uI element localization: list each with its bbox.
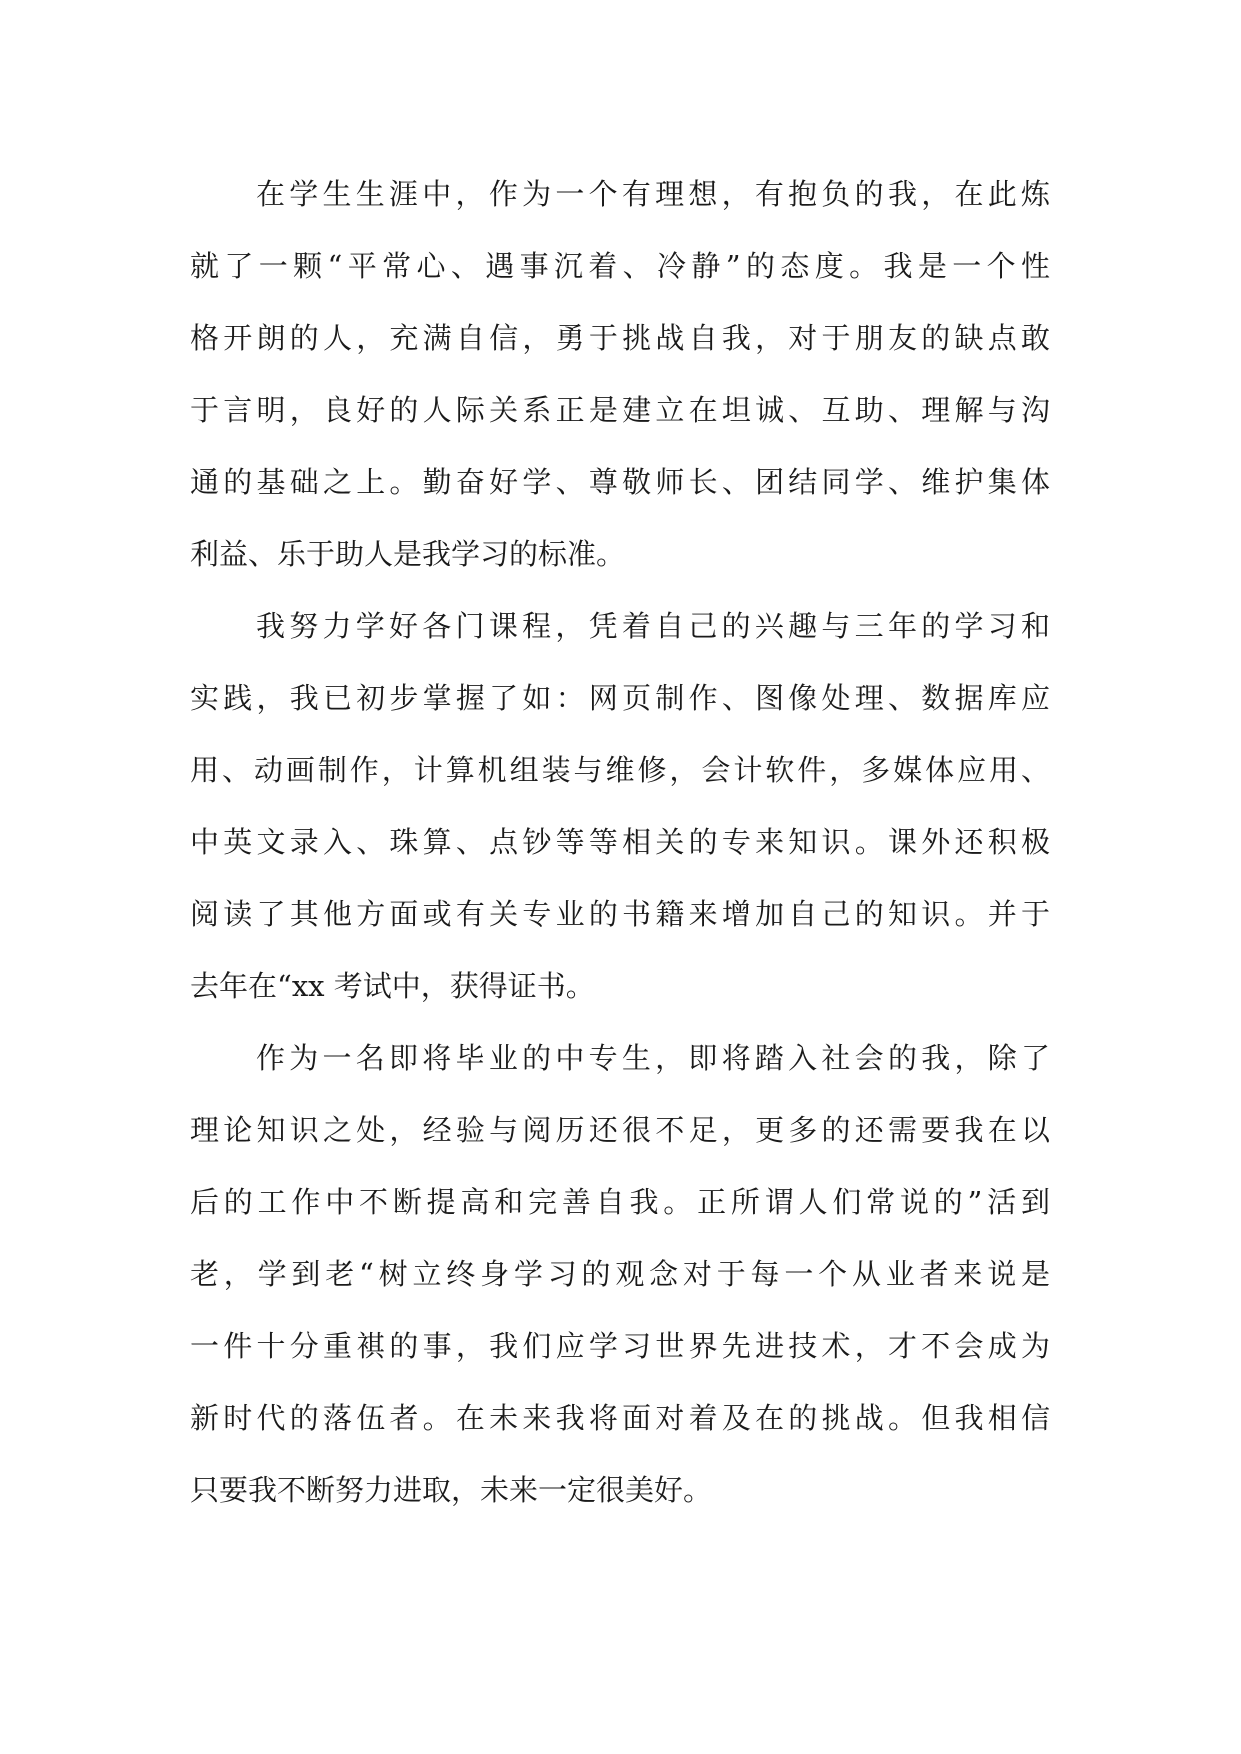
- paragraph-line: 格开朗的人，充满自信，勇于挑战自我，对于朋友的缺点敢: [190, 321, 1050, 355]
- paragraph-line: 阅读了其他方面或有关专业的书籍来增加自己的知识。并于: [190, 897, 1050, 931]
- paragraph-line: 理论知识之处，经验与阅历还很不足，更多的还需要我在以: [190, 1113, 1050, 1147]
- paragraph-line: 中英文录入、珠算、点钞等等相关的专来知识。课外还积极: [190, 825, 1050, 859]
- paragraph-line: 于言明，良好的人际关系正是建立在坦诚、互助、理解与沟: [190, 393, 1050, 427]
- paragraph-line: 通的基础之上。勤奋好学、尊敬师长、团结同学、维护集体: [190, 465, 1050, 499]
- paragraph-3: [190, 1022, 1050, 1526]
- paragraph-line: 作为一名即将毕业的中专生，即将踏入社会的我，除了: [256, 1041, 1050, 1075]
- paragraph-line: 用、动画制作，计算机组装与维修，会计软件，多媒体应用、: [190, 753, 1050, 787]
- document-body: [190, 158, 1050, 1526]
- paragraph-line: 在学生生涯中，作为一个有理想，有抱负的我，在此炼: [256, 177, 1050, 211]
- paragraph-line: 实践，我已初步掌握了如：网页制作、图像处理、数据库应: [190, 681, 1050, 715]
- paragraph-line: 我努力学好各门课程，凭着自己的兴趣与三年的学习和: [256, 609, 1050, 643]
- paragraph-line: 就了一颗“平常心、遇事沉着、冷静”的态度。我是一个性: [190, 249, 1050, 283]
- paragraph-line: 老，学到老“树立终身学习的观念对于每一个从业者来说是: [190, 1257, 1050, 1291]
- paragraph-line: 一件十分重褀的事，我们应学习世界先进技术，才不会成为: [190, 1329, 1050, 1363]
- paragraph-1: [190, 158, 1050, 590]
- paragraph-line: 利益、乐于助人是我学习的标准。: [190, 537, 626, 571]
- paragraph-line: 新时代的落伍者。在未来我将面对着及在的挑战。但我相信: [190, 1401, 1050, 1435]
- paragraph-line: 只要我不断努力进取，未来一定很美好。: [190, 1473, 713, 1507]
- paragraph-line: 去年在“xx 考试中，获得证书。: [190, 969, 595, 1003]
- paragraph-2: [190, 590, 1050, 1022]
- paragraph-line: 后的工作中不断提高和完善自我。正所谓人们常说的”活到: [190, 1185, 1050, 1219]
